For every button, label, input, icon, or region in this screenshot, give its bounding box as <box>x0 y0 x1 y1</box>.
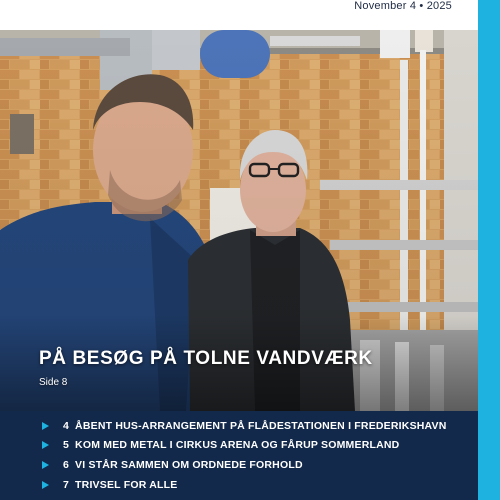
toc-item[interactable] <box>42 457 303 473</box>
toc-title: ÅBENT HUS-ARRANGEMENT PÅ FLÅDESTATIONEN I FREDERIKSHAVN <box>75 420 447 432</box>
arrow-right-icon <box>42 481 49 489</box>
toc-page-number: 4 <box>63 420 70 432</box>
cover-page-ref: Side 8 <box>39 377 68 388</box>
issue-date: November 4 • 2025 <box>354 0 452 12</box>
toc-item[interactable] <box>42 477 177 493</box>
toc-page-number: 5 <box>63 439 70 451</box>
toc-title: TRIVSEL FOR ALLE <box>75 479 178 491</box>
arrow-right-icon <box>42 461 49 469</box>
cover-headline: PÅ BESØG PÅ TOLNE VANDVÆRK <box>39 348 373 369</box>
toc-page-number: 6 <box>63 459 70 471</box>
toc-title: KOM MED METAL I CIRKUS ARENA OG FÅRUP SOMMERLAND <box>75 439 400 451</box>
contents-box <box>0 411 478 500</box>
toc-item[interactable] <box>42 437 399 453</box>
toc-title: VI STÅR SAMMEN OM ORDNEDE FORHOLD <box>75 459 303 471</box>
cyan-side-band <box>478 0 500 500</box>
toc-item[interactable] <box>42 418 447 434</box>
toc-page-number: 7 <box>63 479 70 491</box>
arrow-right-icon <box>42 441 49 449</box>
arrow-right-icon <box>42 422 49 430</box>
